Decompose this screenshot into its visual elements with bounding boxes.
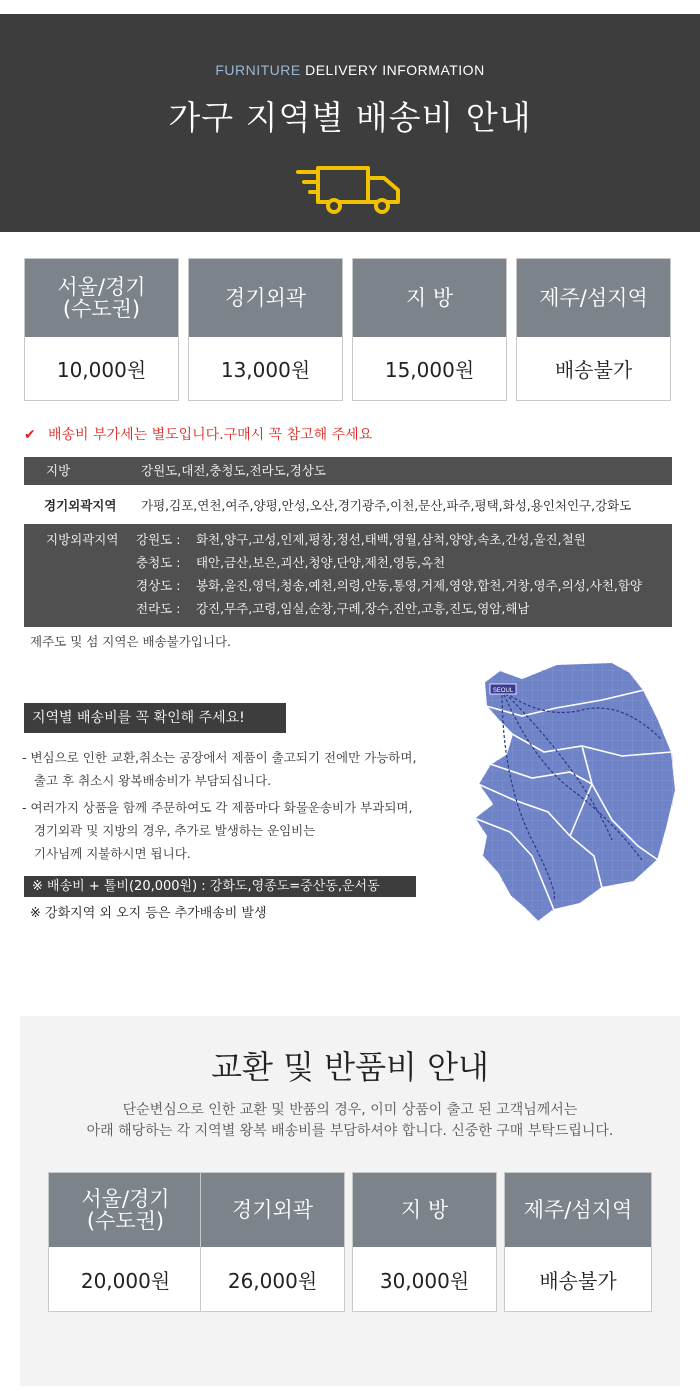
region-line-jeolla <box>136 597 642 620</box>
region-label: 경기외곽지역 <box>44 498 117 513</box>
province-label: 경상도 : <box>136 578 181 593</box>
region-value: 가평,김포,연천,여주,양평,안성,오산,경기광주,이천,문산,파주,평택,화성,용인처인구,강화도 <box>141 498 632 513</box>
region-line-gangwon <box>136 528 642 551</box>
exchange-card-jeju <box>504 1172 652 1312</box>
region-label: 지방 <box>46 463 71 478</box>
extra-fee-note: ※ 강화지역 외 오지 등은 추가배송비 발생 <box>30 906 267 921</box>
header-banner <box>0 14 700 232</box>
province-areas: 강진,무주,고령,임실,순창,구례,장수,진안,고흥,진도,영암,해남 <box>195 601 530 616</box>
price-card-region: 서울/경기 (수도권) <box>25 259 178 337</box>
price-card-region: 경기외곽 <box>201 1173 344 1247</box>
region-row-local <box>24 457 672 485</box>
region-row-local-outer <box>24 524 672 627</box>
exchange-policy-text: - 변심으로 인한 교환,취소는 공장에서 제품이 출고되기 전에만 가능하며, 출고 후 취소시 왕복배송비가 부담되십니다. <box>22 750 417 788</box>
exchange-card-gyeonggi-outer <box>200 1172 345 1312</box>
price-card-region: 서울/경기 (수도권) <box>49 1173 202 1247</box>
price-card-region: 지 방 <box>353 259 506 337</box>
vat-notice-text: 배송비 부가세는 별도입니다.구매시 꼭 참고해 주세요 <box>48 427 373 443</box>
price-card-price: 15,000원 <box>384 358 475 382</box>
freight-policy-text: - 여러가지 상품을 함께 주문하여도 각 제품마다 화물운송비가 부과되며, 경기외곽 및 지방의 경우, 추가로 발생하는 운임비는 기사님께 지불하시면 됩니다. <box>22 800 413 861</box>
price-card-price: 20,000원 <box>80 1268 171 1293</box>
price-card-region: 경기외곽 <box>189 259 342 337</box>
exchange-card-capital <box>48 1172 203 1312</box>
region-label: 지방외곽지역 <box>46 532 119 547</box>
check-title: 지역별 배송비를 꼭 확인해 주세요! <box>24 703 286 733</box>
province-areas: 화천,양구,고성,인제,평창,정선,태백,영월,삼척,양양,속초,간성,울진,철원 <box>195 532 586 547</box>
price-card-region: 제주/섬지역 <box>517 259 670 337</box>
price-card-price: 13,000원 <box>220 358 311 382</box>
exchange-card-local <box>352 1172 497 1312</box>
subtitle-highlight: FURNITURE <box>215 62 301 78</box>
exchange-description: 단순변심으로 인한 교환 및 반품의 경우, 이미 상품이 출고 된 고객님께서는 아래 해당하는 각 지역별 왕복 배송비를 부담하셔야 합니다. 신중한 구매 부탁드립니다. <box>86 1102 614 1139</box>
region-line-chungcheong <box>136 551 642 574</box>
province-areas: 태안,금산,보은,괴산,청양,단양,제천,영동,옥천 <box>195 555 446 570</box>
price-card-gyeonggi-outer <box>188 258 343 401</box>
region-line-gyeongsang <box>136 574 642 597</box>
exchange-title: 교환 및 반품비 안내 <box>211 1048 489 1086</box>
jeju-note: 제주도 및 섬 지역은 배송불가입니다. <box>30 634 231 649</box>
price-card-region: 지 방 <box>353 1173 496 1247</box>
price-card-local <box>352 258 507 401</box>
region-row-gyeonggi-outer <box>24 491 672 521</box>
province-label: 강원도 : <box>136 532 181 547</box>
price-card-price: 26,000원 <box>227 1268 318 1293</box>
price-card-price: 배송불가 <box>539 1268 617 1293</box>
map-seoul-label: SEOUL <box>492 688 514 694</box>
region-value: 강원도,대전,충청도,전라도,경상도 <box>141 463 326 478</box>
price-card-price: 배송불가 <box>554 358 633 382</box>
province-areas: 봉화,울진,영덕,청송,예천,의령,안동,통영,거제,영양,합천,거창,영주,의성,사천,함양 <box>195 578 642 593</box>
price-card-region: 제주/섬지역 <box>505 1173 651 1247</box>
header-subtitle <box>0 62 700 78</box>
page-title: 가구 지역별 배송비 안내 <box>168 98 532 137</box>
toll-fee-note: ※ 배송비 + 톨비(20,000원) : 강화도,영종도=중산동,운서동 <box>24 876 416 897</box>
delivery-truck-icon <box>296 164 406 214</box>
subtitle-rest: DELIVERY INFORMATION <box>300 62 485 78</box>
vat-notice <box>24 424 372 444</box>
korea-map-icon <box>462 660 682 930</box>
province-label: 충청도 : <box>136 555 181 570</box>
province-label: 전라도 : <box>136 601 181 616</box>
price-card-jeju <box>516 258 671 401</box>
price-card-price: 30,000원 <box>379 1268 470 1293</box>
check-icon: ✔ <box>24 427 36 443</box>
price-card-price: 10,000원 <box>56 358 147 382</box>
price-card-capital <box>24 258 179 401</box>
